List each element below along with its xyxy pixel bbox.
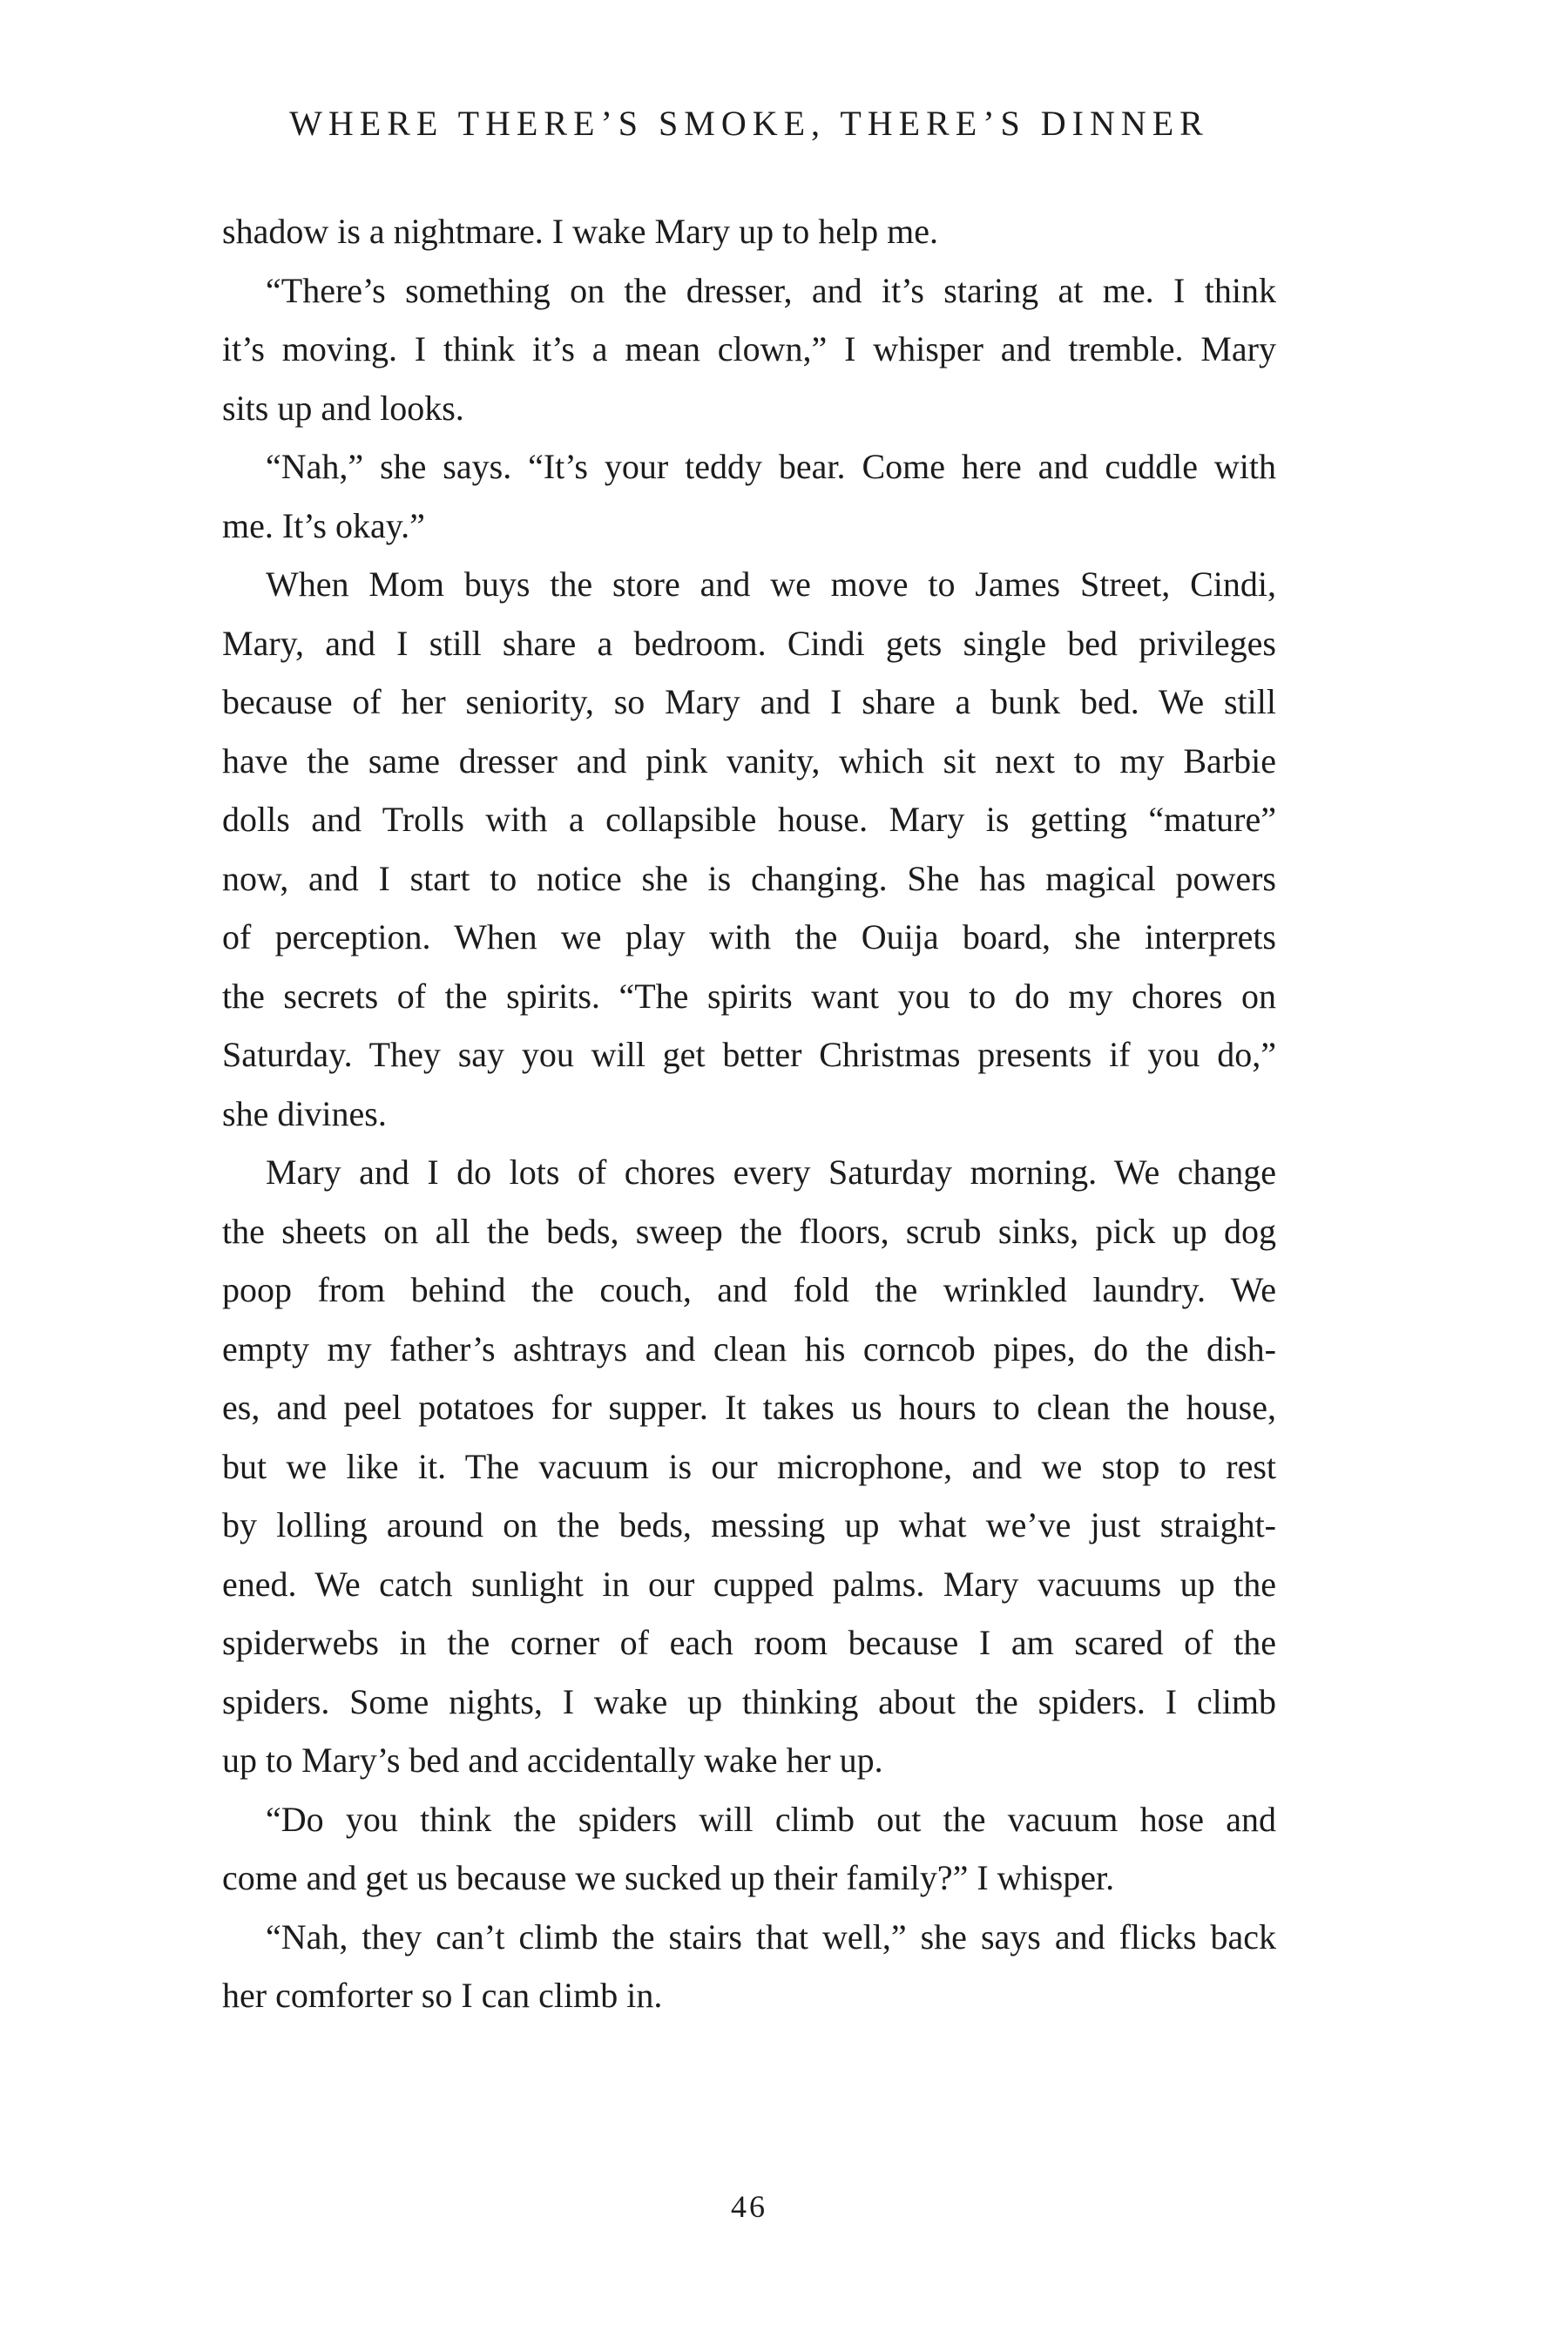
text-line: come and get us because we sucked up their family?” I whisper. — [222, 1858, 1115, 1897]
text-line: empty my father’s ashtrays and clean his corncob pipes, do the dish- — [222, 1328, 1276, 1369]
text-line: me. It’s okay.” — [222, 505, 425, 545]
text-line: up to Mary’s bed and accidentally wake her up. — [222, 1740, 883, 1780]
text-line: “Do you think the spiders will climb out the vacuum hose and — [266, 1799, 1276, 1839]
page-number: 46 — [731, 2189, 767, 2224]
text-line: “Nah, they can’t climb the stairs that well,” she says and flicks back — [266, 1916, 1276, 1957]
text-line: she divines. — [222, 1093, 387, 1133]
text-line: now, and I start to notice she is changing. She has magical powers — [222, 858, 1276, 898]
text-line: poop from behind the couch, and fold the wrinkled laundry. We — [222, 1270, 1276, 1309]
text-line: because of her seniority, so Mary and I share a bunk bed. We still — [222, 682, 1276, 721]
text-line: Saturday. They say you will get better Christmas presents if you do,” — [222, 1035, 1276, 1074]
text-line: her comforter so I can climb in. — [222, 1976, 663, 2015]
text-line: it’s moving. I think it’s a mean clown,” I whisper and tremble. Mary — [222, 329, 1276, 368]
text-line: by lolling around on the beds, messing up what we’ve just straight- — [222, 1505, 1276, 1544]
text-line: the secrets of the spirits. “The spirits want you to do my chores on — [222, 976, 1276, 1016]
text-line: spiderwebs in the corner of each room because I am scared of the — [222, 1623, 1276, 1662]
text-line: the sheets on all the beds, sweep the floors, scrub sinks, pick up dog — [222, 1211, 1276, 1251]
text-line: Mary, and I still share a bedroom. Cindi gets single bed privileges — [222, 623, 1276, 663]
text-line: “Nah,” she says. “It’s your teddy bear. Come here and cuddle with — [266, 447, 1276, 486]
text-line: of perception. When we play with the Ouija board, she interprets — [222, 917, 1276, 956]
text-line: shadow is a nightmare. I wake Mary up to help me. — [222, 212, 939, 251]
text-line: have the same dresser and pink vanity, which sit next to my Barbie — [222, 740, 1276, 781]
text-line: but we like it. The vacuum is our microphone, and we stop to rest — [222, 1446, 1276, 1486]
text-line: Mary and I do lots of chores every Saturday morning. We change — [266, 1152, 1276, 1192]
text-line: dolls and Trolls with a collapsible house. Mary is getting “mature” — [222, 800, 1276, 839]
body-text — [222, 202, 1276, 2025]
text-line: spiders. Some nights, I wake up thinking about the spiders. I climb — [222, 1681, 1276, 1721]
text-line: es, and peel potatoes for supper. It takes us hours to clean the house, — [222, 1388, 1276, 1427]
running-header: WHERE THERE’S SMOKE, THERE’S DINNER — [289, 104, 1209, 143]
text-line: When Mom buys the store and we move to James Street, Cindi, — [266, 564, 1276, 604]
text-line: sits up and looks. — [222, 388, 464, 428]
text-line: ened. We catch sunlight in our cupped palms. Mary vacuums up the — [222, 1564, 1276, 1604]
text-line: “There’s something on the dresser, and it’s staring at me. I think — [266, 270, 1276, 310]
